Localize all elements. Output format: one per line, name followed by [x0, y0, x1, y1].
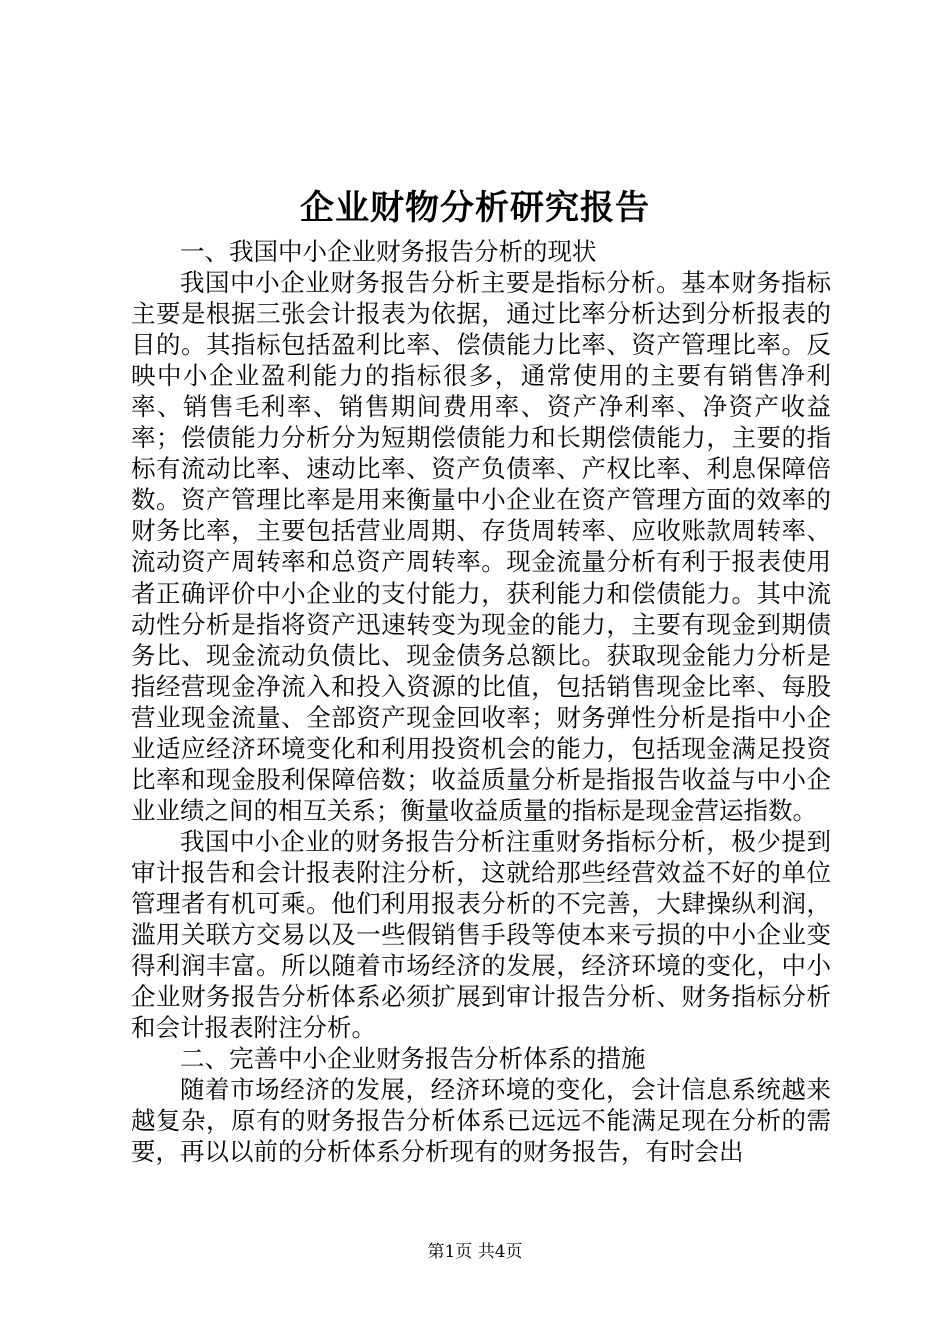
page-footer: 第1页 共4页	[427, 1242, 523, 1262]
paragraph-indicators: 我国中小企业财务报告分析主要是指标分析。基本财务指标主要是根据三张会计报表为依据，通过比率分析达到分析报表的目的。其指标包括盈利比率、偿债能力比率、资产管理比率。反映中小企业盈利能力的指标很多，通常使用的主要有销售净利率、销售毛利率、销售期间费用率、资产净利率、净资产收益率；偿债能力分析分为短期偿债能力和长期偿债能力，主要的指标有流动比率、速动比率、资产负债率、产权比率、利息保障倍数。资产管理比率是用来衡量中小企业在资产管理方面的效率的财务比率，主要包括营业周期、存货周转率、应收账款周转率、流动资产周转率和总资产周转率。现金流量分析有利于报表使用者正确评价中小企业的支付能力，获利能力和偿债能力。其中流动性分析是指将资产迅速转变为现金的能力，主要有现金到期债务比、现金流动负债比、现金债务总额比。获取现金能力分析是指经营现金净流入和投入资源的比值，包括销售现金比率、每股营业现金流量、全部资产现金回收率；财务弹性分析是指中小企业适应经济环境变化和利用投资机会的能力，包括现金满足投资比率和现金股利保障倍数；收益质量分析是指报告收益与中小企业业绩之间的相互关系；衡量收益质量的指标是现金营运指数。	[131, 268, 831, 825]
paragraph-analysis-gaps: 我国中小企业的财务报告分析注重财务指标分析，极少提到审计报告和会计报表附注分析，这就给那些经营效益不好的单位管理者有机可乘。他们利用报表分析的不完善，大肆操纵利润，滥用关联方交易以及一些假销售手段等使本来亏损的中小企业变得利润丰富。所以随着市场经济的发展，经济环境的变化，中小企业财务报告分析体系必须扩展到审计报告分析、财务指标分析和会计报表附注分析。	[131, 826, 831, 1043]
paragraph-measures: 随着市场经济的发展，经济环境的变化，会计信息系统越来越复杂，原有的财务报告分析体系已远远不能满足现在分析的需要，再以以前的分析体系分析现有的财务报告，有时会出	[131, 1075, 831, 1167]
section-heading-1: 一、我国中小企业财务报告分析的现状	[180, 237, 597, 266]
document-body	[131, 236, 831, 1167]
section-heading-2: 二、完善中小企业财务报告分析体系的措施	[180, 1044, 646, 1074]
document-title: 企业财物分析研究报告	[300, 188, 650, 228]
